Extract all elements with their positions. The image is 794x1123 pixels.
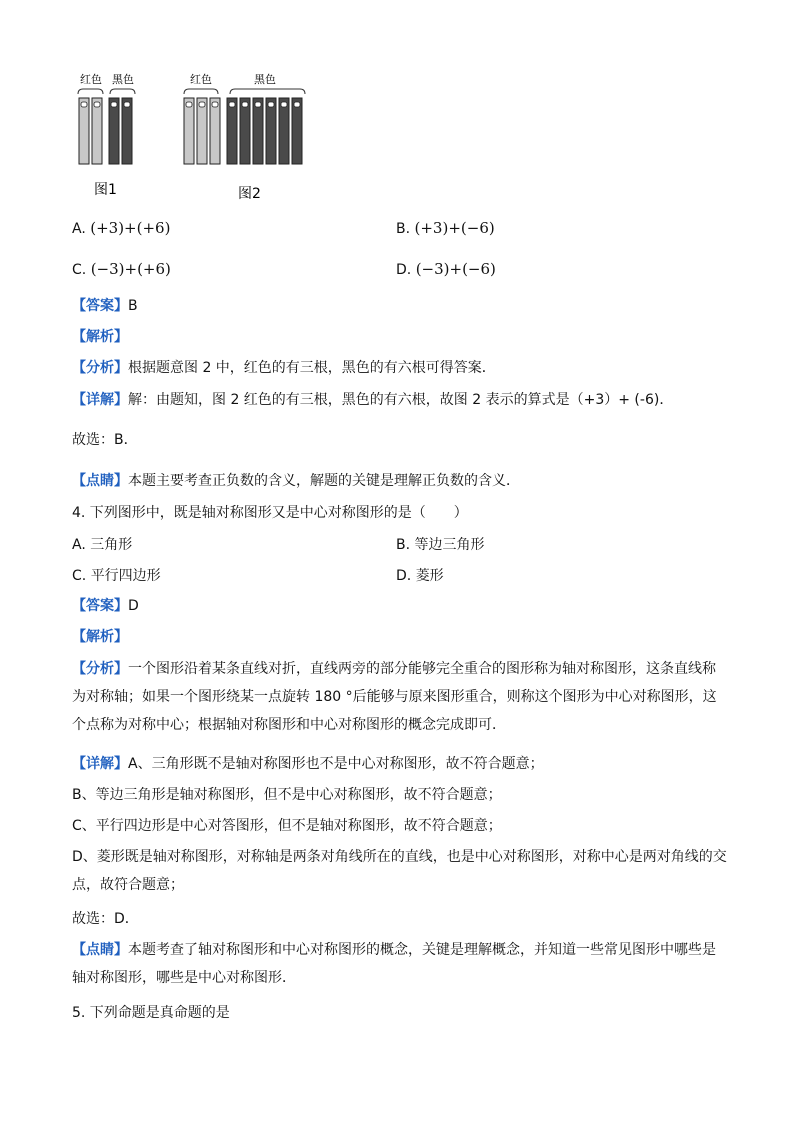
fig1-red-rod	[79, 98, 89, 164]
fig2-black-rod-cap	[281, 102, 287, 107]
fig2-black-rod	[266, 98, 276, 164]
q4-option-c: C. 平行四边形	[72, 568, 161, 584]
fig2-black-rod	[253, 98, 263, 164]
q3-fenxi	[72, 359, 496, 377]
fig2-label-red: 红色	[190, 73, 212, 86]
q3-option-d-expr: (−3)+(−6)	[415, 260, 496, 278]
fig2-black-rod-cap	[255, 102, 261, 107]
fig1-black-rod-cap	[111, 102, 117, 107]
fig2-red-rod	[210, 98, 220, 164]
fig1-brace-red	[78, 89, 103, 94]
q3-analysis-heading: 【解析】	[72, 329, 128, 345]
q3-option-c-letter: C.	[72, 262, 87, 278]
fig1-rods	[79, 98, 132, 164]
fig2-black-rod-cap	[242, 102, 248, 107]
q4-xiangjie-tag: 【详解】	[72, 756, 128, 772]
fig1-red-rod-cap	[94, 102, 100, 107]
figure-2	[184, 73, 305, 202]
q4-answer-tag: 【答案】	[72, 598, 128, 614]
fig2-brace-black	[230, 89, 305, 94]
fig1-black-rod	[122, 98, 132, 164]
q3-option-b-expr: (+3)+(−6)	[414, 219, 495, 237]
q3-dianjing-text: 本题主要考查正负数的含义，解题的关键是理解正负数的含义．	[128, 473, 520, 489]
q4-option-a: A. 三角形	[72, 537, 133, 553]
fig2-black-rod-cap	[294, 102, 300, 107]
q3-xiangjie	[72, 391, 673, 409]
fig2-red-rod-cap	[212, 102, 218, 107]
fig2-label-black: 黑色	[254, 73, 276, 86]
fig2-black-rod-cap	[229, 102, 235, 107]
fig1-caption: 图1	[94, 182, 117, 198]
fig2-black-rod	[227, 98, 237, 164]
fig2-brace-red	[184, 89, 218, 94]
q3-xiangjie-text: 解：由题知，图 2 红色的有三根，黑色的有六根，故图 2 表示的算式是（+3）+ (-6)．	[128, 392, 674, 408]
q4-guxuan: 故选：D．	[72, 911, 139, 927]
fig2-red-rod-cap	[186, 102, 192, 107]
q3-answer-tag: 【答案】	[72, 298, 128, 314]
fig1-black-rod-cap	[124, 102, 130, 107]
q4-stem: 4. 下列图形中，既是轴对称图形又是中心对称图形的是（ ）	[72, 505, 468, 521]
rod-figures	[72, 70, 332, 206]
rod-figures-svg	[72, 70, 332, 206]
fig1-black-rod	[109, 98, 119, 164]
fig1-label-black: 黑色	[112, 73, 134, 86]
q3-option-c-expr: (−3)+(+6)	[90, 260, 171, 278]
q4-answer-value: D	[128, 598, 139, 614]
q3-option-c	[72, 260, 171, 279]
fig2-rods	[184, 98, 302, 164]
q4-option-d: D. 菱形	[396, 568, 444, 584]
fig2-red-rod	[184, 98, 194, 164]
figure-1	[78, 73, 135, 198]
q5-stem: 5. 下列命题是真命题的是	[72, 1005, 230, 1021]
q3-option-a	[72, 219, 170, 238]
fig2-red-rod	[197, 98, 207, 164]
q3-dianjing	[72, 472, 520, 490]
q4-xiangjie	[72, 755, 544, 773]
q3-option-a-expr: (+3)+(+6)	[90, 219, 171, 237]
fig2-caption: 图2	[238, 186, 261, 202]
fig2-black-rod	[292, 98, 302, 164]
q3-option-a-letter: A.	[72, 221, 86, 237]
q4-analysis-heading: 【解析】	[72, 629, 128, 645]
q4-dianjing	[72, 936, 727, 992]
q3-option-b-letter: B.	[396, 221, 411, 237]
fig2-black-rod	[279, 98, 289, 164]
fig2-black-rod-cap	[268, 102, 274, 107]
q3-option-d-letter: D.	[396, 262, 412, 278]
q3-answer	[72, 297, 138, 315]
q4-xiangjie-a: A、三角形既不是轴对称图形也不是中心对称图形，故不符合题意；	[128, 756, 544, 772]
fig1-red-rod	[92, 98, 102, 164]
q4-dianjing-tag: 【点睛】	[72, 942, 128, 958]
fig1-label-red: 红色	[80, 73, 102, 86]
q4-option-b: B. 等边三角形	[396, 537, 485, 553]
q4-answer	[72, 597, 139, 615]
q4-xiangjie-c: C、平行四边形是中心对答图形，但不是轴对称图形，故不符合题意；	[72, 818, 502, 834]
q3-fenxi-text: 根据题意图 2 中，红色的有三根，黑色的有六根可得答案．	[128, 360, 496, 376]
q3-option-b	[396, 219, 495, 238]
q3-fenxi-tag: 【分析】	[72, 360, 128, 376]
q3-option-d	[396, 260, 496, 279]
q4-dianjing-text: 本题考查了轴对称图形和中心对称图形的概念，关键是理解概念，并知道一些常见图形中哪些是轴对称图形，哪些是中心对称图形．	[72, 942, 716, 986]
fig1-red-rod-cap	[81, 102, 87, 107]
fig2-red-rod-cap	[199, 102, 205, 107]
q3-dianjing-tag: 【点睛】	[72, 473, 128, 489]
fig1-brace-black	[110, 89, 135, 94]
q3-answer-value: B	[128, 298, 138, 314]
q4-fenxi-text: 一个图形沿着某条直线对折，直线两旁的部分能够完全重合的图形称为轴对称图形，这条直线称为对称轴；如果一个图形绕某一点旋转 180 °后能够与原来图形重合，则称这个图形为中心对称图形，这个点称为对称中心；根据轴对称图形和中心对称图形的概念完成即可．	[72, 661, 717, 733]
q3-guxuan: 故选：B．	[72, 432, 138, 448]
q4-xiangjie-d: D、菱形既是轴对称图形，对称轴是两条对角线所在的直线，也是中心对称图形，对称中心是两对角线的交点，故符合题意；	[72, 849, 727, 893]
fig2-black-rod	[240, 98, 250, 164]
q4-xiangjie-b: B、等边三角形是轴对称图形，但不是中心对称图形，故不符合题意；	[72, 787, 502, 803]
q4-fenxi-tag: 【分析】	[72, 661, 128, 677]
q4-fenxi	[72, 655, 727, 739]
q3-xiangjie-tag: 【详解】	[72, 392, 128, 408]
